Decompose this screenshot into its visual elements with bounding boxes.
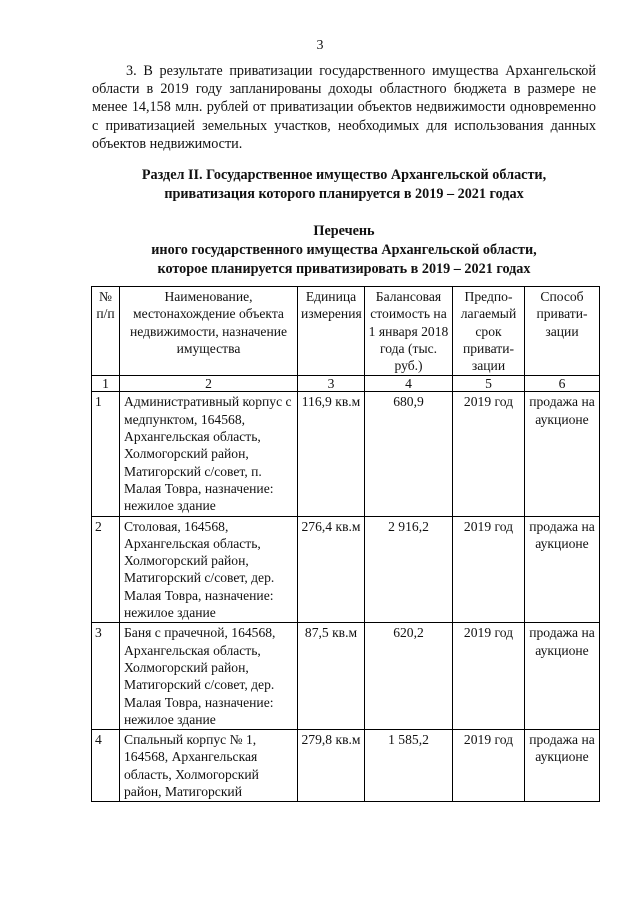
column-number: 6 (525, 376, 600, 392)
row-name: Административный корпус с медпунктом, 164568, Архангельская область, Холмогорский район, Матигорский с/совет, п. Малая Товра, назначение: нежилое здание (120, 392, 298, 516)
header-method: Способ привати-зации (525, 287, 600, 376)
row-number: 4 (92, 730, 120, 802)
section-heading (92, 166, 596, 204)
list-heading-line-3: которое планируется приватизировать в 2019 – 2021 годах (157, 261, 531, 277)
column-number: 5 (453, 376, 525, 392)
row-number: 1 (92, 392, 120, 516)
header-name: Наименование, местонахождение объекта недвижимости, назначение имущества (120, 287, 298, 376)
table-column-numbers-row (92, 376, 600, 392)
page-number: 3 (316, 38, 324, 53)
section-heading-line-2: приватизация которого планируется в 2019 – 2021 годах (164, 186, 524, 202)
row-value: 680,9 (365, 392, 453, 516)
header-unit: Единица измерения (298, 287, 365, 376)
table-header-row (92, 287, 600, 376)
row-unit: 279,8 кв.м (298, 730, 365, 802)
row-value: 1 585,2 (365, 730, 453, 802)
row-unit: 87,5 кв.м (298, 623, 365, 730)
section-heading-line-1: Раздел II. Государственное имущество Архангельской области, (141, 167, 547, 183)
header-term: Предпо-лагаемый срок привати-зации (453, 287, 525, 376)
row-term: 2019 год (453, 516, 525, 623)
header-number: № п/п (92, 287, 120, 376)
row-method: продажа на аукционе (525, 392, 600, 516)
table-row (92, 516, 600, 623)
row-term: 2019 год (453, 392, 525, 516)
body-paragraph: 3. В результате приватизации государственного имущества Архангельской области в 2019 году запланированы доходы областного бюджета в размере не менее 14,158 млн. рублей от приватизации объектов недвижимости одновременно с приватизацией земельных участков, необходимых для использования данных объектов недвижимости. (92, 63, 596, 152)
column-number: 2 (120, 376, 298, 392)
row-method: продажа на аукционе (525, 730, 600, 802)
header-balance-value: Балансовая стоимость на 1 января 2018 года (тыс. руб.) (365, 287, 453, 376)
list-heading (92, 222, 596, 279)
row-value: 2 916,2 (365, 516, 453, 623)
property-table (91, 286, 600, 802)
row-name: Столовая, 164568, Архангельская область, Холмогорский район, Матигорский с/совет, дер. Малая Товра, назначение: нежилое здание (120, 516, 298, 623)
column-number: 1 (92, 376, 120, 392)
row-number: 3 (92, 623, 120, 730)
row-term: 2019 год (453, 730, 525, 802)
column-number: 3 (298, 376, 365, 392)
row-term: 2019 год (453, 623, 525, 730)
row-name: Спальный корпус № 1, 164568, Архангельская область, Холмогорский район, Матигорский (120, 730, 298, 802)
list-heading-line-2: иного государственного имущества Архангельской области, (151, 242, 537, 258)
row-name: Баня с прачечной, 164568, Архангельская область, Холмогорский район, Матигорский с/совет, дер. Малая Товра, назначение: нежилое здание (120, 623, 298, 730)
row-value: 620,2 (365, 623, 453, 730)
row-method: продажа на аукционе (525, 623, 600, 730)
row-number: 2 (92, 516, 120, 623)
row-unit: 276,4 кв.м (298, 516, 365, 623)
table-row (92, 730, 600, 802)
table-row (92, 392, 600, 516)
table-row (92, 623, 600, 730)
row-method: продажа на аукционе (525, 516, 600, 623)
row-unit: 116,9 кв.м (298, 392, 365, 516)
list-heading-line-1: Перечень (313, 223, 375, 239)
column-number: 4 (365, 376, 453, 392)
